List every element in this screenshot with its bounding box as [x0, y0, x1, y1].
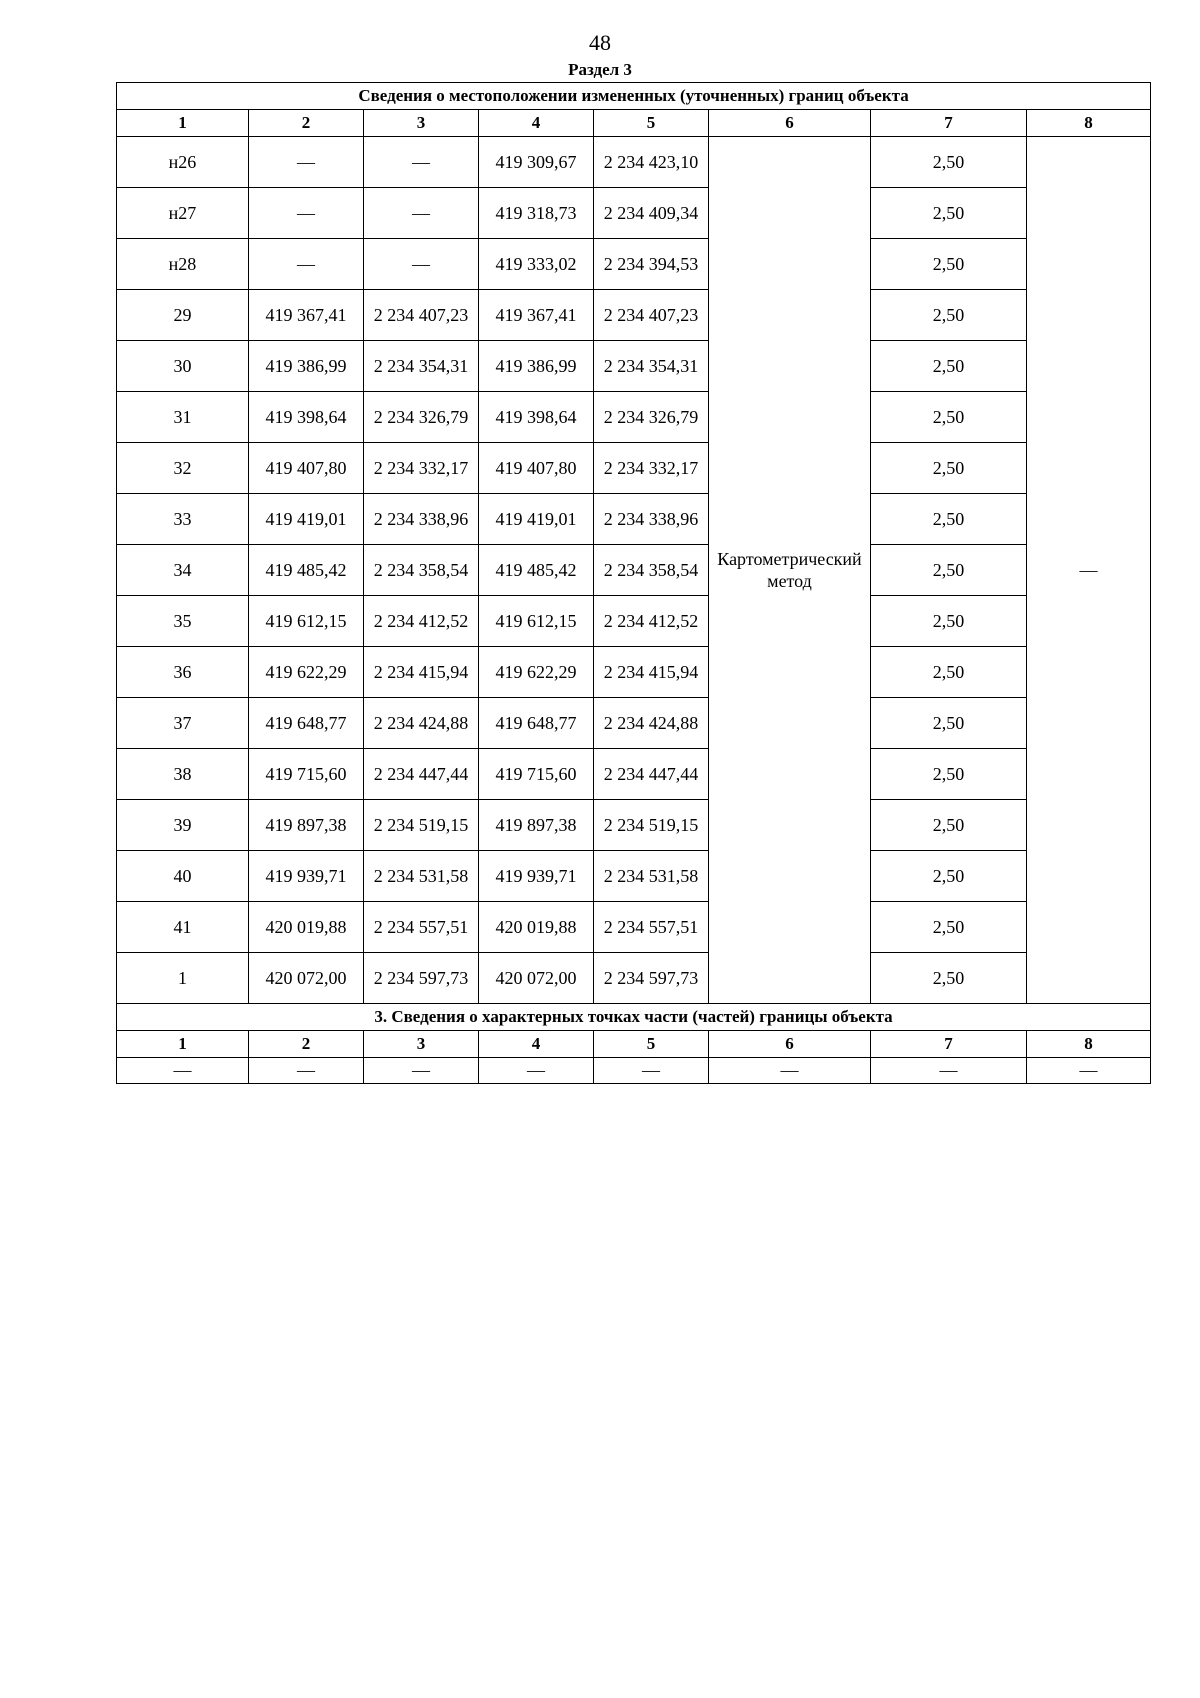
y-new-cell: 2 234 557,51 — [594, 902, 709, 953]
page-number: 48 — [589, 30, 611, 55]
table-row — [117, 851, 1151, 902]
y-new-cell: 2 234 531,58 — [594, 851, 709, 902]
y-old-cell: — — [364, 239, 479, 290]
y-new-cell: 2 234 415,94 — [594, 647, 709, 698]
column-number: 3 — [364, 110, 479, 137]
column-number: 7 — [871, 1031, 1027, 1058]
x-new-cell: 419 648,77 — [479, 698, 594, 749]
column-number: 4 — [479, 110, 594, 137]
y-old-cell: 2 234 557,51 — [364, 902, 479, 953]
y-old-cell: 2 234 354,31 — [364, 341, 479, 392]
table-row — [117, 188, 1151, 239]
x-old-cell: 419 407,80 — [249, 443, 364, 494]
y-new-cell: 2 234 358,54 — [594, 545, 709, 596]
x-old-cell: 419 648,77 — [249, 698, 364, 749]
table-row — [117, 800, 1151, 851]
y-old-cell: 2 234 358,54 — [364, 545, 479, 596]
y-old-cell: 2 234 332,17 — [364, 443, 479, 494]
column8-cell: — — [1027, 137, 1151, 1004]
table-row — [117, 392, 1151, 443]
column-number: 2 — [249, 1031, 364, 1058]
table-row — [117, 341, 1151, 392]
x-new-cell: 419 485,42 — [479, 545, 594, 596]
column-number: 6 — [709, 1031, 871, 1058]
x-new-cell: 419 386,99 — [479, 341, 594, 392]
table-row — [117, 749, 1151, 800]
x-old-cell: — — [249, 137, 364, 188]
accuracy-cell: 2,50 — [871, 392, 1027, 443]
empty-cell: — — [1027, 1058, 1151, 1084]
x-new-cell: 420 019,88 — [479, 902, 594, 953]
point-number-cell: 41 — [117, 902, 249, 953]
accuracy-cell: 2,50 — [871, 902, 1027, 953]
table-row — [117, 647, 1151, 698]
x-old-cell: 419 386,99 — [249, 341, 364, 392]
x-new-cell: 419 407,80 — [479, 443, 594, 494]
y-new-cell: 2 234 412,52 — [594, 596, 709, 647]
point-number-cell: 30 — [117, 341, 249, 392]
x-old-cell: 420 019,88 — [249, 902, 364, 953]
empty-cell: — — [479, 1058, 594, 1084]
accuracy-cell: 2,50 — [871, 647, 1027, 698]
y-old-cell: — — [364, 188, 479, 239]
y-new-cell: 2 234 423,10 — [594, 137, 709, 188]
x-new-cell: 419 318,73 — [479, 188, 594, 239]
point-number-cell: 29 — [117, 290, 249, 341]
point-number-cell: 37 — [117, 698, 249, 749]
y-new-cell: 2 234 447,44 — [594, 749, 709, 800]
point-number-cell: 33 — [117, 494, 249, 545]
y-new-cell: 2 234 394,53 — [594, 239, 709, 290]
accuracy-cell: 2,50 — [871, 545, 1027, 596]
x-new-cell: 419 715,60 — [479, 749, 594, 800]
point-number-cell: 32 — [117, 443, 249, 494]
y-new-cell: 2 234 424,88 — [594, 698, 709, 749]
column-number: 4 — [479, 1031, 594, 1058]
y-new-cell: 2 234 332,17 — [594, 443, 709, 494]
y-new-cell: 2 234 354,31 — [594, 341, 709, 392]
empty-cell: — — [709, 1058, 871, 1084]
column-number: 3 — [364, 1031, 479, 1058]
point-number-cell: 38 — [117, 749, 249, 800]
point-number-cell: 36 — [117, 647, 249, 698]
y-new-cell: 2 234 338,96 — [594, 494, 709, 545]
x-new-cell: 419 367,41 — [479, 290, 594, 341]
point-number-cell: 31 — [117, 392, 249, 443]
x-old-cell: 419 367,41 — [249, 290, 364, 341]
accuracy-cell: 2,50 — [871, 596, 1027, 647]
table-row — [117, 290, 1151, 341]
column-number: 5 — [594, 110, 709, 137]
table-row — [117, 443, 1151, 494]
table-row — [117, 239, 1151, 290]
table-row — [117, 902, 1151, 953]
point-number-cell: н27 — [117, 188, 249, 239]
x-old-cell: 419 398,64 — [249, 392, 364, 443]
accuracy-cell: 2,50 — [871, 443, 1027, 494]
accuracy-cell: 2,50 — [871, 188, 1027, 239]
point-number-cell: 34 — [117, 545, 249, 596]
table-row — [117, 545, 1151, 596]
y-old-cell: 2 234 519,15 — [364, 800, 479, 851]
accuracy-cell: 2,50 — [871, 851, 1027, 902]
table-row — [117, 137, 1151, 188]
table2-empty-row — [117, 1058, 1151, 1084]
table1-title-row — [117, 83, 1151, 110]
x-old-cell: 419 485,42 — [249, 545, 364, 596]
column-number: 2 — [249, 110, 364, 137]
accuracy-cell: 2,50 — [871, 698, 1027, 749]
section-label: Раздел 3 — [568, 60, 632, 79]
y-new-cell: 2 234 409,34 — [594, 188, 709, 239]
x-new-cell: 419 398,64 — [479, 392, 594, 443]
x-old-cell: — — [249, 188, 364, 239]
table-row — [117, 494, 1151, 545]
y-old-cell: 2 234 326,79 — [364, 392, 479, 443]
y-new-cell: 2 234 597,73 — [594, 953, 709, 1004]
accuracy-cell: 2,50 — [871, 137, 1027, 188]
empty-cell: — — [594, 1058, 709, 1084]
accuracy-cell: 2,50 — [871, 290, 1027, 341]
column-number: 1 — [117, 110, 249, 137]
column-number: 8 — [1027, 1031, 1151, 1058]
y-new-cell: 2 234 326,79 — [594, 392, 709, 443]
accuracy-cell: 2,50 — [871, 749, 1027, 800]
y-new-cell: 2 234 519,15 — [594, 800, 709, 851]
y-old-cell: 2 234 597,73 — [364, 953, 479, 1004]
x-new-cell: 419 612,15 — [479, 596, 594, 647]
column-number: 6 — [709, 110, 871, 137]
x-new-cell: 420 072,00 — [479, 953, 594, 1004]
column-number: 1 — [117, 1031, 249, 1058]
accuracy-cell: 2,50 — [871, 953, 1027, 1004]
x-new-cell: 419 333,02 — [479, 239, 594, 290]
coordinates-table — [116, 82, 1151, 1084]
x-new-cell: 419 897,38 — [479, 800, 594, 851]
table-row — [117, 953, 1151, 1004]
empty-cell: — — [871, 1058, 1027, 1084]
y-old-cell: 2 234 531,58 — [364, 851, 479, 902]
point-number-cell: 39 — [117, 800, 249, 851]
y-old-cell: 2 234 338,96 — [364, 494, 479, 545]
y-old-cell: 2 234 412,52 — [364, 596, 479, 647]
x-old-cell: 419 939,71 — [249, 851, 364, 902]
table2-title-row — [117, 1004, 1151, 1031]
table1-column-numbers-row — [117, 110, 1151, 137]
empty-cell: — — [249, 1058, 364, 1084]
y-new-cell: 2 234 407,23 — [594, 290, 709, 341]
accuracy-cell: 2,50 — [871, 341, 1027, 392]
empty-cell: — — [364, 1058, 479, 1084]
y-old-cell: 2 234 447,44 — [364, 749, 479, 800]
column-number: 7 — [871, 110, 1027, 137]
column-number: 8 — [1027, 110, 1151, 137]
point-number-cell: 40 — [117, 851, 249, 902]
x-old-cell: 420 072,00 — [249, 953, 364, 1004]
point-number-cell: 1 — [117, 953, 249, 1004]
table-row — [117, 596, 1151, 647]
x-old-cell: 419 897,38 — [249, 800, 364, 851]
method-cell: Картометрический метод — [709, 137, 871, 1004]
point-number-cell: н28 — [117, 239, 249, 290]
y-old-cell: — — [364, 137, 479, 188]
x-old-cell: 419 715,60 — [249, 749, 364, 800]
x-old-cell: 419 419,01 — [249, 494, 364, 545]
x-new-cell: 419 419,01 — [479, 494, 594, 545]
x-old-cell: — — [249, 239, 364, 290]
y-old-cell: 2 234 415,94 — [364, 647, 479, 698]
table1-title: Сведения о местоположении измененных (уточненных) границ объекта — [117, 83, 1151, 110]
x-old-cell: 419 612,15 — [249, 596, 364, 647]
table2-title: 3. Сведения о характерных точках части (частей) границы объекта — [117, 1004, 1151, 1031]
x-new-cell: 419 309,67 — [479, 137, 594, 188]
x-new-cell: 419 939,71 — [479, 851, 594, 902]
y-old-cell: 2 234 407,23 — [364, 290, 479, 341]
x-old-cell: 419 622,29 — [249, 647, 364, 698]
column-number: 5 — [594, 1031, 709, 1058]
accuracy-cell: 2,50 — [871, 800, 1027, 851]
accuracy-cell: 2,50 — [871, 494, 1027, 545]
accuracy-cell: 2,50 — [871, 239, 1027, 290]
table-row — [117, 698, 1151, 749]
empty-cell: — — [117, 1058, 249, 1084]
point-number-cell: 35 — [117, 596, 249, 647]
point-number-cell: н26 — [117, 137, 249, 188]
x-new-cell: 419 622,29 — [479, 647, 594, 698]
table2-column-numbers-row — [117, 1031, 1151, 1058]
y-old-cell: 2 234 424,88 — [364, 698, 479, 749]
